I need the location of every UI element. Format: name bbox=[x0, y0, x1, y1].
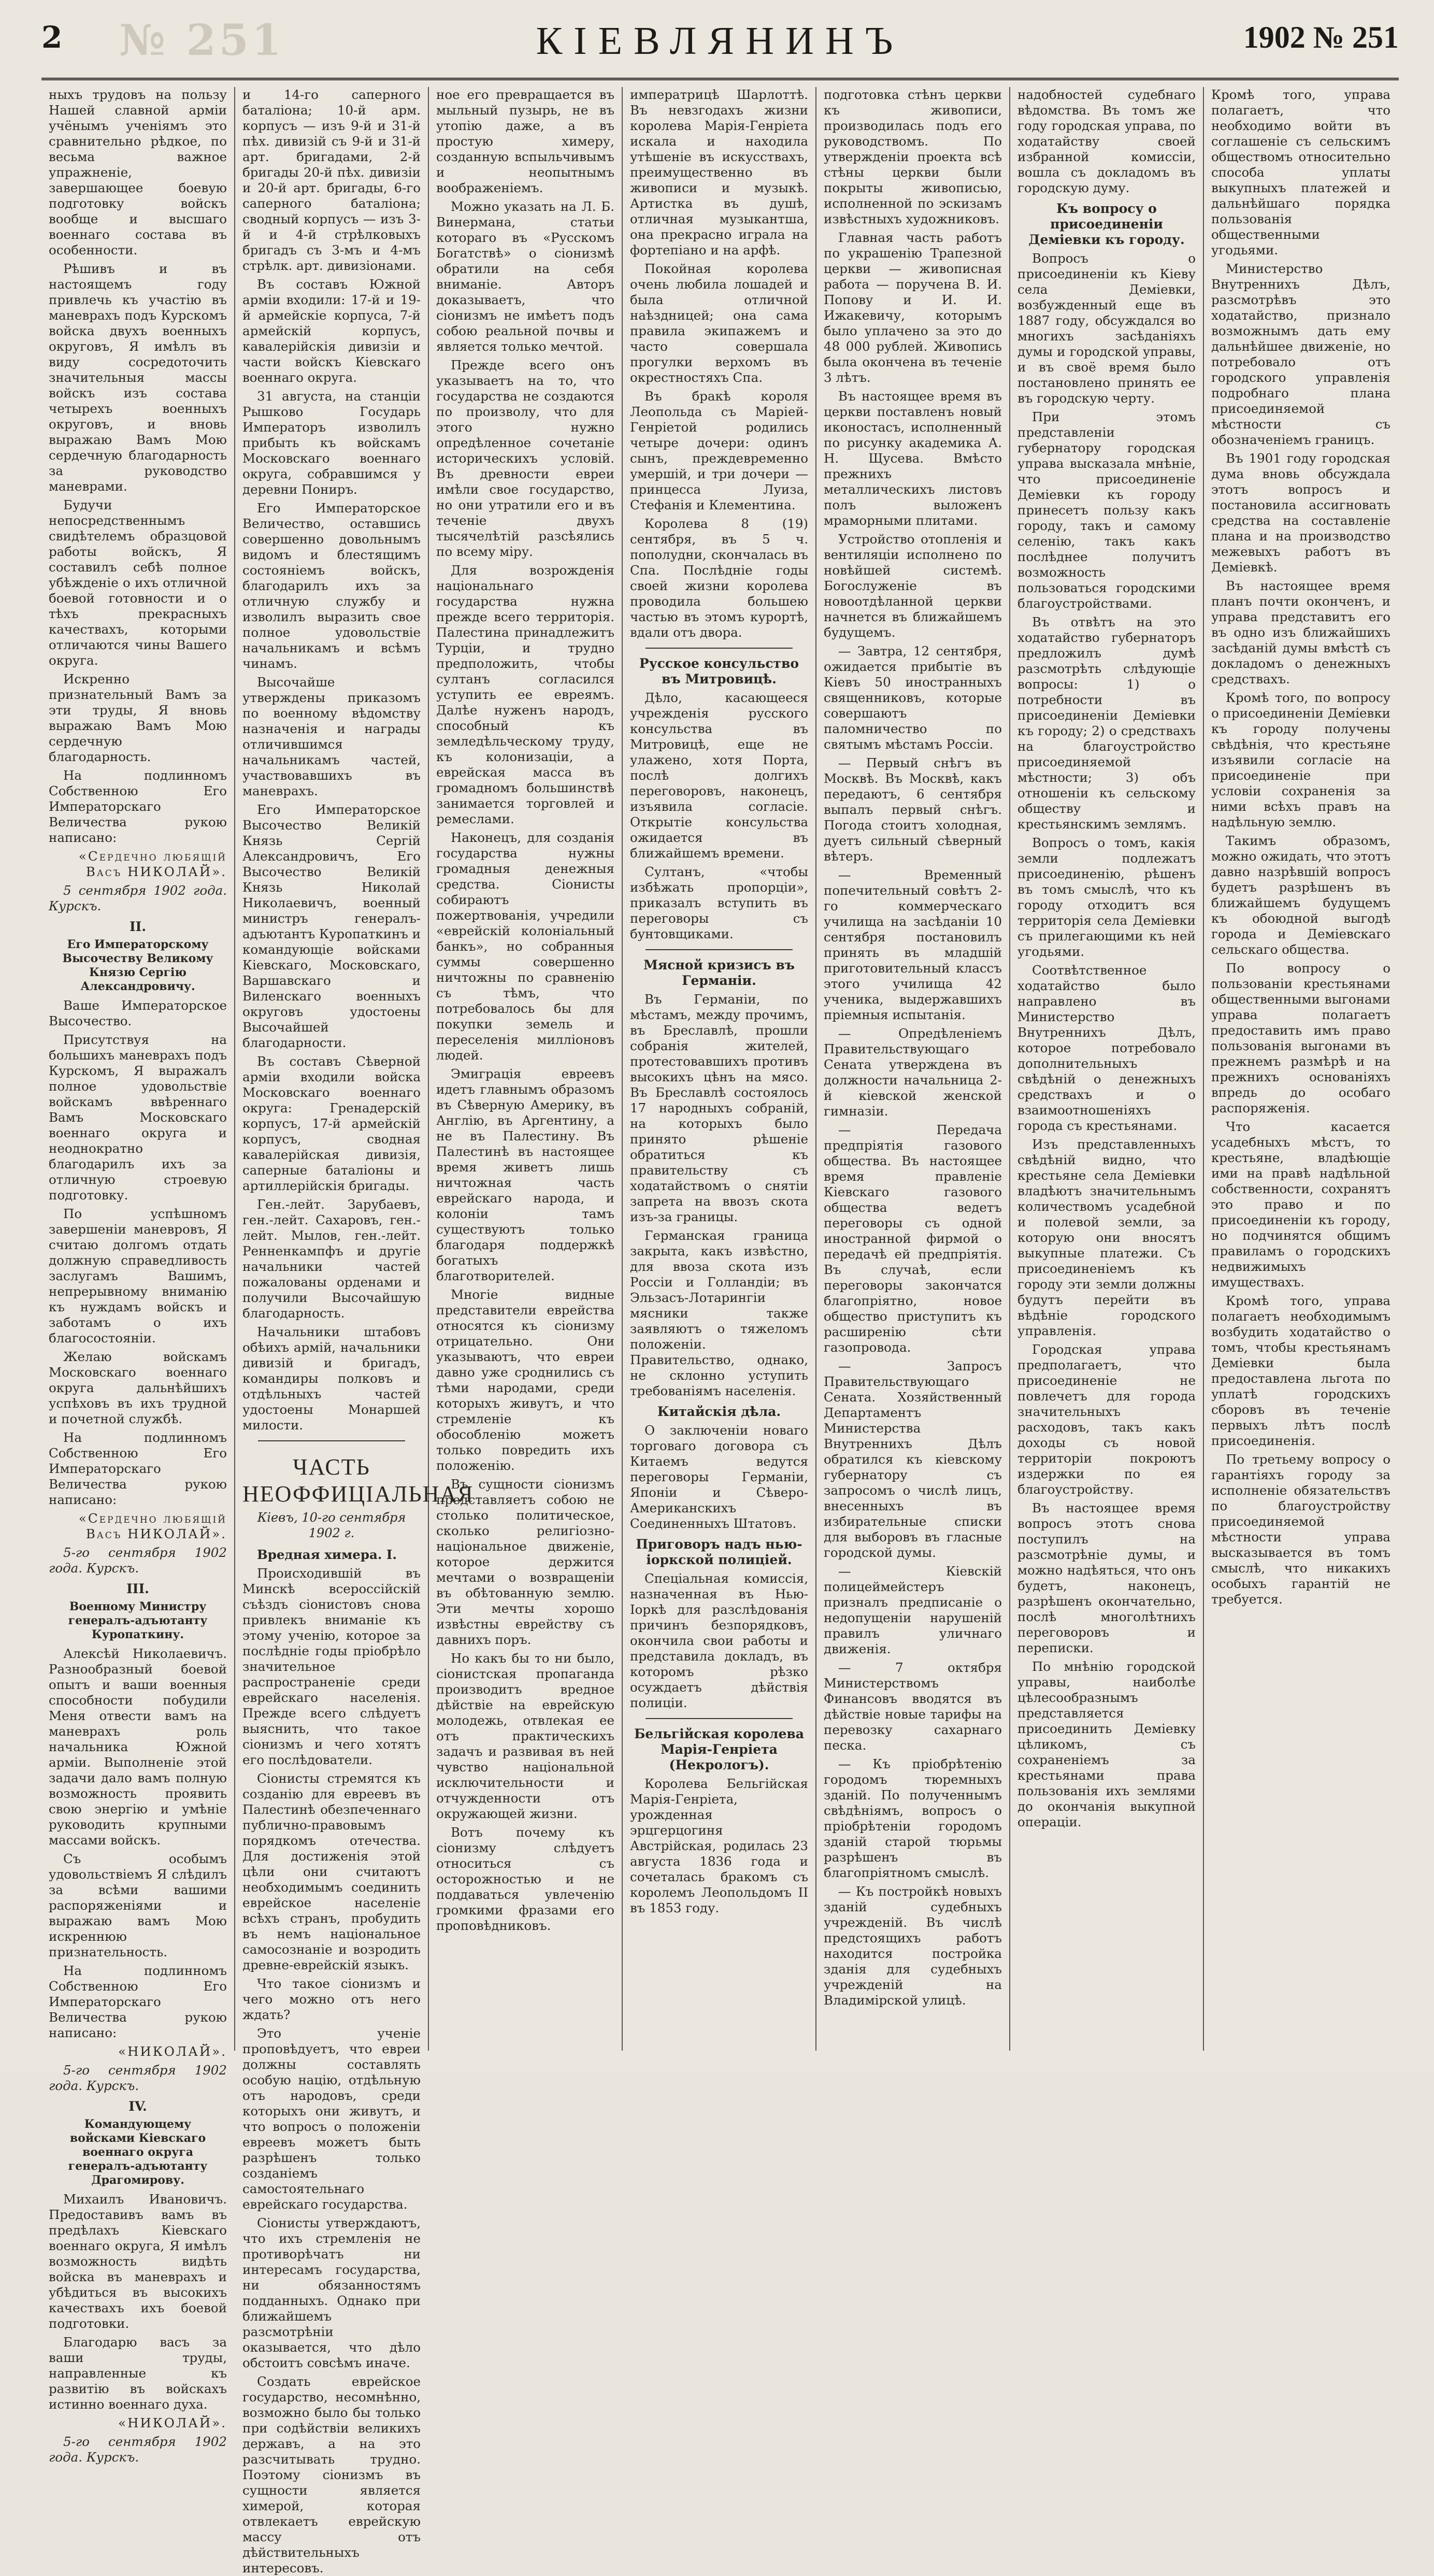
column-3 bbox=[429, 87, 623, 2051]
rescript-addressee: Командующему войсками Кіевскаго военнаго округа генералъ-адъютанту Драгомирову. bbox=[68, 2117, 208, 2187]
paragraph: Въ Германіи, по мѣстамъ, между прочимъ, въ Бреславлѣ, прошли собранія жителей, протестовавшихъ противъ высокихъ цѣнъ на мясо. Въ Бреславлѣ состоялось 17 народныхъ собраній, на которыхъ было принято рѣшеніе обратиться къ правительству съ ходатайствомъ о снятіи запрета на ввозъ скота изъ-за границы. bbox=[630, 992, 808, 1224]
column-4 bbox=[623, 87, 816, 2051]
paragraph: Вопросъ о присоединеніи къ Кіеву села Деміевки, возбужденный еще въ 1887 году, обсуждался во многихъ засѣданіяхъ думы и городской управы, и въ своё время было постановлено принять ее въ городскую черту. bbox=[1017, 251, 1196, 406]
column-2 bbox=[235, 87, 474, 2575]
section-number: II. bbox=[129, 919, 147, 934]
paragraph: Наконецъ, для созданія государства нужны громадныя денежныя средства. Сіонисты собираютъ пожертвованія, учредили «еврейскій колоніальный банкъ», но собранныя суммы совершенно ничтожны по сравненію съ тѣмъ, что потребовалось бы для покупки земель и переселенія милліоновъ людей. bbox=[436, 830, 614, 1063]
paragraph: Ген.-лейт. Зарубаевъ, ген.-лейт. Сахаровъ, ген.-лейт. Мылов, ген.-лейт. Ренненкампфъ и другіе начальники частей пожалованы орденами и получили Высочайшую благодарность. bbox=[242, 1197, 421, 1321]
paragraph: Министерство Внутреннихъ Дѣлъ, разсмотрѣвъ это ходатайство, признало возможнымъ дать ему дальнѣйшее движеніе, но потребовало отъ городского управленія подробнаго плана присоединяемой мѣстности съ обозначеніемъ границъ. bbox=[1211, 261, 1390, 447]
paragraph: Германская граница закрыта, какъ извѣстно, для ввоза скота изъ Россіи и Голландіи; въ Эльзасъ-Лотарингіи мясники также заявляютъ о тяжеломъ положеніи. Правительство, однако, не склонно уступить требованіямъ населенія. bbox=[630, 1228, 808, 1398]
paragraph: Вотъ почему къ сіонизму слѣдуетъ относиться съ осторожностью и не поддаваться увлеченію громкими фразами его проповѣдниковъ. bbox=[436, 1825, 614, 1933]
paragraph: Создать еврейское государство, несомнѣнно, возможно было бы только при содѣйствіи великихъ державъ, а на это разсчитывать трудно. Поэтому сіонизмъ въ сущности является химерой, которая отвлекаетъ еврейскую массу отъ дѣйствительныхъ интересовъ. bbox=[242, 2374, 421, 2575]
paragraph: Покойная королева очень любила лошадей и была отличной наѣздницей; она сама правила экипажемъ и часто совершала прогулки верхомъ въ окрестностяхъ Спа. bbox=[630, 261, 808, 385]
paragraph: Михаилъ Ивановичъ. Предоставивъ вамъ въ предѣлахъ Кіевскаго военнаго округа, Я имѣлъ возможность видѣть войска въ маневрахъ и убѣдиться въ высокихъ качествахъ ихъ боевой подготовки. bbox=[49, 2192, 227, 2331]
paragraph: Это ученіе проповѣдуетъ, что евреи должны составлять особую націю, отдѣльную отъ народовъ, среди которыхъ они живутъ, и что вопросъ о положеніи евреевъ можетъ быть разрѣшенъ только созданіемъ самостоятельнаго еврейскаго государства. bbox=[242, 2026, 421, 2212]
paragraph: Въ составъ Сѣверной арміи входили войска Московскаго военнаго округа: Гренадерскій корпусъ, 17-й армейскій корпусъ, сводная кавалерійская дивизія, саперные баталіоны и артиллерійскія бригады. bbox=[242, 1054, 421, 1193]
news-item: — Первый снѣгъ въ Москвѣ. Въ Москвѣ, какъ передаютъ, 6 сентября выпалъ первый снѣгъ. Погода стоитъ холодная, дуетъ сильный сѣверный вѣтеръ. bbox=[824, 755, 1002, 864]
article-heading: Мясной кризисъ въ Германіи. bbox=[643, 957, 795, 988]
signature: «Сердечно любящій Васъ НИКОЛАЙ». bbox=[78, 849, 227, 879]
ghost-stamp: № 251 bbox=[119, 16, 284, 65]
section-number: III. bbox=[126, 1581, 149, 1596]
paragraph: Сіонисты утверждаютъ, что ихъ стремленія не противорѣчатъ ни интересамъ государства, ни обязанностямъ подданныхъ. Однако при ближайшемъ разсмотрѣніи оказывается, что дѣло обстоитъ совсѣмъ иначе. bbox=[242, 2215, 421, 2370]
paragraph: Главная часть работъ по украшенію Трапезной церкви — живописная работа — поручена В. И. Попову и И. И. Ижакевичу, которымъ было уплачено за это до 48 000 рублей. Живопись была окончена въ теченіе 3 лѣтъ. bbox=[824, 230, 1002, 385]
paragraph: Происходившій въ Минскѣ всероссійскій съѣздъ сіонистовъ снова привлекъ вниманіе къ этому ученію, которое за послѣдніе годы пріобрѣло значительное распространеніе среди еврейскаго населенія. Прежде всего слѣдуетъ выяснить, что такое сіонизмъ и чего хотятъ его послѣдователи. bbox=[242, 1566, 421, 1767]
divider bbox=[646, 949, 793, 950]
paragraph: Его Императорское Величество, оставшись совершенно довольнымъ видомъ и блестящимъ состояніемъ войскъ, благодарилъ ихъ за отличную службу и изволилъ выразить свое полное удовольствіе начальникамъ и всѣмъ чинамъ. bbox=[242, 500, 421, 671]
dateline: 5-го сентября 1902 года. Курскъ. bbox=[49, 2063, 227, 2093]
paragraph: Кромѣ того, управа полагаетъ необходимымъ возбудить ходатайство о томъ, чтобы крестьянамъ Деміевки была предоставлена льгота по уплатѣ городскихъ сборовъ въ теченіе первыхъ лѣтъ послѣ присоединенія. bbox=[1211, 1293, 1390, 1448]
paragraph: Присутствуя на большихъ маневрахъ подъ Курскомъ, Я выражалъ полное удовольствіе войскамъ ввѣреннаго Вамъ Московскаго военнаго округа и неоднократно благодарилъ ихъ за отличную строевую подготовку. bbox=[49, 1032, 227, 1203]
paragraph: Въ настоящее время планъ почти оконченъ, и управа представитъ его въ одно изъ ближайшихъ засѣданій думы вмѣстѣ съ докладомъ о денежныхъ средствахъ. bbox=[1211, 578, 1390, 686]
paragraph: Городская управа предполагаетъ, что присоединеніе не повлечетъ для города значительныхъ расходовъ, такъ какъ доходы съ новой территоріи покроютъ издержки по ея благоустройству. bbox=[1017, 1342, 1196, 1497]
divider bbox=[646, 1718, 793, 1719]
paragraph: Ваше Императорское Высочество. bbox=[49, 998, 227, 1028]
paragraph: На подлинномъ Собственною Его Императорскаго Величества рукою написано: bbox=[49, 1430, 227, 1507]
article-heading: Приговоръ надъ нью-іоркской полиціей. bbox=[636, 1537, 802, 1567]
section-title: ЧАСТЬ НЕОФФИЦІАЛЬНАЯ bbox=[242, 1454, 474, 1507]
dateline: 5 сентября 1902 года. Курскъ. bbox=[49, 883, 227, 913]
paragraph: подготовка стѣнъ церкви къ живописи, производилась подъ его руководствомъ. По утвержденіи проекта всѣ стѣны церкви были покрыты живописью, исполненной по эскизамъ извѣстныхъ художниковъ. bbox=[824, 87, 1002, 226]
paragraph: Такимъ образомъ, можно ожидать, что этотъ давно назрѣвшій вопросъ будетъ разрѣшенъ въ ближайшемъ будущемъ къ обоюдной выгодѣ города и Деміевскаго сельскаго общества. bbox=[1211, 833, 1390, 957]
paragraph: Начальники штабовъ обѣихъ армій, начальники дивизій и бригадъ, командиры полковъ и отдѣльныхъ частей удостоены Монаршей милости. bbox=[242, 1324, 421, 1433]
article-heading: Бельгійская королева Марія-Генріета (Некрологъ). bbox=[634, 1726, 804, 1772]
column-7 bbox=[1204, 87, 1398, 2051]
news-item: — Кіевскій полицеймейстеръ призналъ предписаніе о недопущеніи нарушеній правилъ уличнаго движенія. bbox=[824, 1564, 1002, 1656]
paragraph: Высочайше утверждены приказомъ по военному вѣдомству назначенія и награды отличившимся начальникамъ частей, участвовавшихъ въ маневрахъ. bbox=[242, 675, 421, 798]
signature: «НИКОЛАЙ». bbox=[118, 2415, 227, 2430]
paragraph: Эмиграція евреевъ идетъ главнымъ образомъ въ Сѣверную Америку, въ Англію, въ Аргентину, а не въ Палестину. Въ Палестинѣ въ настоящее время живетъ лишь ничтожная часть еврейскаго народа, и колоніи тамъ существуютъ только благодаря поддержкѣ богатыхъ благотворителей. bbox=[436, 1066, 614, 1283]
news-item: — Опредѣленіемъ Правительствующаго Сената утверждена въ должности начальница 2-й кіевской женской гимназіи. bbox=[824, 1026, 1002, 1119]
signature: «Сердечно любящій Васъ НИКОЛАЙ». bbox=[78, 1511, 227, 1541]
paragraph: Будучи непосредственнымъ свидѣтелемъ образцовой работы войскъ, Я составилъ себѣ полное убѣжденіе о ихъ отличной боевой готовности и о тѣхъ прекрасныхъ качествахъ, которыми отличаются чины Вашего округа. bbox=[49, 497, 227, 668]
paragraph: Для возрожденія національнаго государства нужна прежде всего территорія. Палестина принадлежитъ Турціи, и трудно предположить, чтобы султанъ согласился уступить ее евреямъ. Далѣе нуженъ народъ, способный къ земледѣльческому труду, къ колонизаціи, а еврейская масса въ громадномъ большинствѣ занимается торговлей и ремеслами. bbox=[436, 563, 614, 826]
paragraph: Его Императорское Высочество Великій Князь Сергій Александровичъ, Его Высочество Великій Князь Николай Николаевичъ, военный министръ генералъ-адъютантъ Куропаткинъ и командующіе войсками Кіевскаго, Московскаго, Варшавскаго и Виленскаго военныхъ округовъ удостоены Высочайшей благодарности. bbox=[242, 802, 421, 1050]
paragraph: По мнѣнію городской управы, наиболѣе цѣлесообразнымъ представляется присоединить Деміевку цѣликомъ, съ сохраненіемъ за крестьянами права пользованія ихъ землями до окончанія выкупной операціи. bbox=[1017, 1659, 1196, 1829]
news-item: — Завтра, 12 сентября, ожидается прибытіе въ Кіевъ 50 иностранныхъ священниковъ, которые совершаютъ паломничество по святымъ мѣстамъ Россіи. bbox=[824, 643, 1002, 752]
paragraph: Кромѣ того, управа полагаетъ, что необходимо войти въ соглашеніе съ сельскимъ обществомъ относительно способа уплаты выкупныхъ платежей и дальнѣйшаго порядка пользованія общественными угодьями. bbox=[1211, 87, 1390, 257]
paragraph: Вопросъ о томъ, какія земли подлежатъ присоединенію, рѣшенъ въ томъ смыслѣ, что къ городу отходитъ вся территорія села Деміевки съ прилегающими къ ней угодьями. bbox=[1017, 835, 1196, 959]
dateline: 5-го сентября 1902 года. Курскъ. bbox=[49, 1545, 227, 1576]
paragraph: Прежде всего онъ указываетъ на то, что государства не создаются по произволу, что для этого нужно опредѣленное сочетаніе историческихъ условій. Въ древности евреи имѣли свое государство, но они утратили его и въ теченіе двухъ тысячелѣтій разсѣялись по всему міру. bbox=[436, 357, 614, 559]
divider bbox=[258, 1440, 405, 1441]
paragraph: Алексѣй Николаевичъ. Разнообразный боевой опытъ и ваши военныя способности побудили Меня отвести вамъ на маневрахъ роль начальника Южной арміи. Выполненіе этой задачи дало вамъ полную возможность проявить свою энергію и умѣніе руководить крупными массами войскъ. bbox=[49, 1646, 227, 1848]
paragraph: Въ сущности сіонизмъ представляетъ собою не столько политическое, сколько религіозно-національное движеніе, которое держится мечтами о возвращеніи въ обѣтованную землю. Эти мечты хорошо извѣстны еврейству съ давнихъ поръ. bbox=[436, 1477, 614, 1647]
article-heading: Китайскія дѣла. bbox=[657, 1404, 781, 1419]
paragraph: О заключеніи новаго торговаго договора съ Китаемъ ведутся переговоры Германіи, Японіи и Сѣверо-Американскихъ Соединенныхъ Штатовъ. bbox=[630, 1423, 808, 1531]
article-heading: Вредная химера. I. bbox=[257, 1547, 397, 1562]
paragraph: Султанъ, «чтобы избѣжать пропорціи», приказалъ вступить въ переговоры съ бунтовщиками. bbox=[630, 864, 808, 941]
paragraph: Королева 8 (19) сентября, въ 5 ч. пополудни, скончалась въ Спа. Послѣдніе годы своей жизни королева проводила большею частью въ этомъ курортѣ, вдали отъ двора. bbox=[630, 516, 808, 640]
section-number: IV. bbox=[128, 2099, 147, 2114]
page-number: 2 bbox=[41, 20, 63, 55]
paragraph: 31 августа, на станціи Рышково Государь Императоръ изволилъ прибыть къ войскамъ Московскаго военнаго округа, собравшимся у деревни Пониръ. bbox=[242, 389, 421, 497]
news-item: — Временный попечительный совѣтъ 2-го коммерческаго училища на засѣданіи 10 сентября постановилъ принять въ младшій приготовительный классъ этого училища 42 ученика, выдержавшихъ пріемныя испытанія. bbox=[824, 867, 1002, 1022]
paragraph: Въ настоящее время въ церкви поставленъ новый иконостасъ, исполненный по рисунку академика А. Н. Щусева. Вмѣсто прежнихъ металлическихъ листовъ полъ выложенъ мраморными плитами. bbox=[824, 389, 1002, 528]
rescript-addressee: Его Императорскому Высочеству Великому Князю Сергію Александровичу. bbox=[62, 938, 213, 993]
paragraph: Желаю войскамъ Московскаго военнаго округа дальнѣйшихъ успѣховъ въ ихъ трудной и почетной службѣ. bbox=[49, 1349, 227, 1426]
paragraph: Сіонисты стремятся къ созданію для евреевъ въ Палестинѣ обезпеченнаго публично-правовымъ порядкомъ отечества. Для достиженія этой цѣли они считаютъ необходимымъ соединить еврейское населеніе всѣхъ странъ, пробудить въ немъ національное самосознаніе и возродить древне-еврейскій языкъ. bbox=[242, 1771, 421, 1972]
news-item: — 7 октября Министерствомъ Финансовъ вводятся въ дѣйствіе новые тарифы на перевозку сахарнаго песка. bbox=[824, 1660, 1002, 1753]
paragraph: Дѣло, касающееся учрежденія русского консульства въ Митровицѣ, еще не улажено, хотя Порта, послѣ долгихъ переговоровъ, наконецъ, изъявила согласіе. Открытіе консульства ожидается въ ближайшемъ времени. bbox=[630, 690, 808, 861]
masthead bbox=[41, 16, 1399, 80]
paragraph: Кромѣ того, по вопросу о присоединеніи Деміевки къ городу получены свѣдѣнія, что крестьяне изъявили согласіе на присоединеніе при условіи сохраненія за ними всѣхъ правъ на надѣльную землю. bbox=[1211, 690, 1390, 829]
news-item: — Передача предпріятія газового общества. Въ настоящее время правленіе Кіевскаго газового общества ведетъ переговоры съ одной иностранной фирмой о передачѣ ей предпріятія. Въ случаѣ, если переговоры закончатся благопріятно, новое общество приступитъ къ расширенію сѣти газопровода. bbox=[824, 1122, 1002, 1355]
dateline: 5-го сентября 1902 года. Курскъ. bbox=[49, 2434, 227, 2465]
paragraph: Искренно признательный Вамъ за эти труды, Я вновь выражаю Вамъ Мою сердечную благодарность. bbox=[49, 671, 227, 764]
article-heading: Къ вопросу о присоединеніи Деміевки къ городу. bbox=[1028, 201, 1185, 247]
paragraph: Въ 1901 году городская дума вновь обсуждала этотъ вопросъ и постановила ассигновать средства на составленіе плана и на производство межевыхъ работъ въ Деміевкѣ. bbox=[1211, 451, 1390, 575]
column-6 bbox=[1010, 87, 1204, 2051]
paragraph: На подлинномъ Собственною Его Императорскаго Величества рукою написано: bbox=[49, 1963, 227, 2040]
news-item: — Запросъ Правительствующаго Сената. Хозяйственный Департаментъ Министерства Внутреннихъ Дѣлъ обратился къ кіевскому губернатору съ запросомъ о числѣ лицъ, внесенныхъ въ избирательные списки для выборовъ въ гласные городской думы. bbox=[824, 1358, 1002, 1560]
news-item: — Къ постройкѣ новыхъ зданій судебныхъ учрежденій. Въ числѣ предстоящихъ работъ находится постройка зданія для судебныхъ учрежденій на Владимірской улицѣ. bbox=[824, 1884, 1002, 2008]
paragraph: Рѣшивъ и въ настоящемъ году привлечь къ участію въ маневрахъ подъ Курскомъ войска двухъ военныхъ округовъ, Я имѣлъ въ виду сосредоточить значительныя массы войскъ изъ состава четырехъ военныхъ округовъ, и вновь выражаю Вамъ Мою сердечную благодарность за руководство маневрами. bbox=[49, 261, 227, 494]
paragraph: Королева Бельгійская Марія-Генріета, урожденная эрцгерцогиня Австрійская, родилась 23 августа 1836 года и сочеталась бракомъ съ королемъ Леопольдомъ II въ 1853 году. bbox=[630, 1776, 808, 1915]
paragraph: Многіе видные представители еврейства относятся къ сіонизму отрицательно. Они указываютъ, что евреи давно уже сроднились съ тѣми народами, среди которыхъ живутъ, и что стремленіе къ обособленію можетъ только повредить ихъ положенію. bbox=[436, 1287, 614, 1473]
paragraph: Благодарю васъ за ваши труды, направленные къ развитію въ войскахъ истинно военнаго духа. bbox=[49, 2335, 227, 2412]
newspaper-title: КІЕВЛЯНИНЪ bbox=[536, 19, 905, 63]
paragraph: ныхъ трудовъ на пользу Нашей славной арміи учёнымъ ученіямъ это сравнительно рѣдкое, по весьма важное упражненіе, завершающее боевую подготовку войскъ вообще и высшаго военнаго состава въ особенности. bbox=[49, 87, 227, 257]
paragraph: При этомъ представленіи губернатору городская управа высказала мнѣніе, что присоединеніе Деміевки къ городу принесетъ пользу какъ городу, такъ и самому селенію, такъ какъ послѣднее получитъ возможность пользоваться городскими благоустройствами. bbox=[1017, 409, 1196, 611]
news-item: — Къ пріобрѣтенію городомъ тюремныхъ зданій. По полученнымъ свѣдѣніямъ, вопросъ о пріобрѣтеніи городомъ зданій старой тюрьмы разрѣшенъ въ благопріятномъ смыслѣ. bbox=[824, 1756, 1002, 1880]
divider bbox=[646, 648, 793, 649]
paragraph: Въ бракѣ короля Леопольда съ Маріей-Генріетой родились четыре дочери: одинъ сынъ, преждевременно умершій, и три дочери — принцесса Луиза, Стефанія и Клементина. bbox=[630, 389, 808, 512]
rescript-addressee: Военному Министру генералъ-адъютанту Куропаткину. bbox=[68, 1600, 208, 1641]
paragraph: и 14-го саперного баталіона; 10-й арм. корпусъ — изъ 9-й и 31-й пѣх. дивизій съ 9-й и 31-й арт. бригадами, 2-й бригады 20-й пѣх. дивизіи и 20-й арт. бригады, 6-го саперного баталіона; сводный корпусъ — изъ 3-й и 4-й стрѣлковыхъ бригадъ съ 3-мъ и 4-мъ стрѣлк. арт. дивизіонами. bbox=[242, 87, 421, 273]
dateline: Кіевъ, 10-го сентября 1902 г. bbox=[257, 1510, 406, 1540]
paragraph: Соотвѣтственное ходатайство было направлено въ Министерство Внутреннихъ Дѣлъ, которое потребовало дополнительныхъ свѣдѣній о денежныхъ средствахъ и о взаимоотношеніяхъ города съ крестьянами. bbox=[1017, 963, 1196, 1133]
paragraph: Что такое сіонизмъ и чего можно отъ него ждать? bbox=[242, 1976, 421, 2022]
paragraph: На подлинномъ Собственною Его Императорскаго Величества рукою написано: bbox=[49, 768, 227, 845]
paragraph: императрицѣ Шарлоттѣ. Въ невзгодахъ жизни королева Марія-Генріета искала и находила утѣшеніе въ искусствахъ, преимущественно въ живописи и музыкѣ. Артистка въ душѣ, отличная музыкантша, она прекрасно играла на фортепіано и на арфѣ. bbox=[630, 87, 808, 257]
signature: «НИКОЛАЙ». bbox=[118, 2044, 227, 2059]
paragraph: По успѣшномъ завершеніи маневровъ, Я считаю долгомъ отдать должную справедливость заслугамъ Вашимъ, непрерывному вниманію къ нуждамъ войскъ и заботамъ о ихъ благосостояніи. bbox=[49, 1206, 227, 1346]
column-5 bbox=[816, 87, 1010, 2051]
paragraph: Спеціальная комиссія, назначенная въ Нью-Іоркѣ для разслѣдованія причинъ безпорядковъ, окончила свои работы и представила докладъ, въ которомъ рѣзко осуждаетъ дѣйствія полиціи. bbox=[630, 1571, 808, 1710]
paragraph: Въ отвѣтъ на это ходатайство губернаторъ предложилъ думѣ разсмотрѣть слѣдующіе вопросы: 1) о потребности въ присоединеніи Деміевки къ городу; 2) о средствахъ на благоустройство присоединяемой мѣстности; 3) объ отношеніи къ сельскому обществу и крестьянскимъ землямъ. bbox=[1017, 614, 1196, 832]
paragraph: ное его превращается въ мыльный пузырь, не въ утопію даже, а въ простую химеру, созданную вспыльчивымъ и неопытнымъ воображеніемъ. bbox=[436, 87, 614, 195]
paragraph: Съ особымъ удовольствіемъ Я слѣдилъ за всѣми вашими распоряженіями и выражаю вамъ Мою искреннюю признательность. bbox=[49, 1851, 227, 1959]
paragraph: Устройство отопленія и вентиляціи исполнено по новѣйшей системѣ. Богослуженіе въ новоотдѣланной церкви начнется въ ближайшемъ будущемъ. bbox=[824, 532, 1002, 640]
paragraph: Но какъ бы то ни было, сіонистская пропаганда производитъ вредное дѣйствіе на еврейскую молодежь, отвлекая ее отъ практическихъ задачъ и развивая въ ней чувство національной исключительности и отчужденности отъ окружающей жизни. bbox=[436, 1651, 614, 1821]
paragraph: Изъ представленныхъ свѣдѣній видно, что крестьяне села Деміевки владѣютъ значительнымъ количествомъ усадебной и полевой земли, за которую они вносятъ выкупные платежи. Съ присоединеніемъ къ городу эти земли должны будутъ перейти въ вѣдѣніе городского управленія. bbox=[1017, 1137, 1196, 1338]
article-heading: Русское консульство въ Митровицѣ. bbox=[639, 656, 799, 686]
paragraph: По третьему вопросу о гарантіяхъ городу за исполненіе обязательствъ по благоустройству присоединяемой мѣстности управа высказывается въ томъ смыслѣ, что никакихъ особыхъ гарантій не требуется. bbox=[1211, 1452, 1390, 1607]
paragraph: надобностей судебнаго вѣдомства. Въ томъ же году городская управа, по ходатайству своей избранной комиссіи, вошла съ докладомъ въ городскую думу. bbox=[1017, 87, 1196, 195]
paragraph: Въ составъ Южной арміи входили: 17-й и 19-й армейскіе корпуса, 7-й армейскій корпусъ, кавалерійскія дивизіи и части войскъ Кіевскаго военнаго округа. bbox=[242, 277, 421, 385]
columns bbox=[41, 87, 1399, 2575]
issue-number: 1902 № 251 bbox=[1243, 20, 1399, 54]
paragraph: Можно указать на Л. Б. Винермана, статьи котораго въ «Русскомъ Богатствѣ» о сіонизмѣ обратили на себя вниманіе. Авторъ доказываетъ, что сіонизмъ не имѣетъ подъ собою реальной почвы и является только мечтой. bbox=[436, 199, 614, 354]
paragraph: Что касается усадебныхъ мѣстъ, то крестьяне, владѣющіе ими на правѣ надѣльной собственности, сохранятъ это право и по присоединеніи къ городу, но подчинятся общимъ правиламъ о городскихъ недвижимыхъ имуществахъ. bbox=[1211, 1119, 1390, 1290]
paragraph: Въ настоящее время вопросъ этотъ снова поступилъ на разсмотрѣніе думы, и можно надѣяться, что онъ будетъ, наконецъ, разрѣшенъ окончательно, послѣ многолѣтнихъ переговоровъ и переписки. bbox=[1017, 1500, 1196, 1655]
paragraph: По вопросу о пользованіи крестьянами общественными выгонами управа полагаетъ предоставить имъ право пользованія выгонами въ прежнемъ размѣрѣ и на прежнихъ основаніяхъ впредь до особаго распоряженія. bbox=[1211, 961, 1390, 1115]
column-1 bbox=[41, 87, 235, 2465]
